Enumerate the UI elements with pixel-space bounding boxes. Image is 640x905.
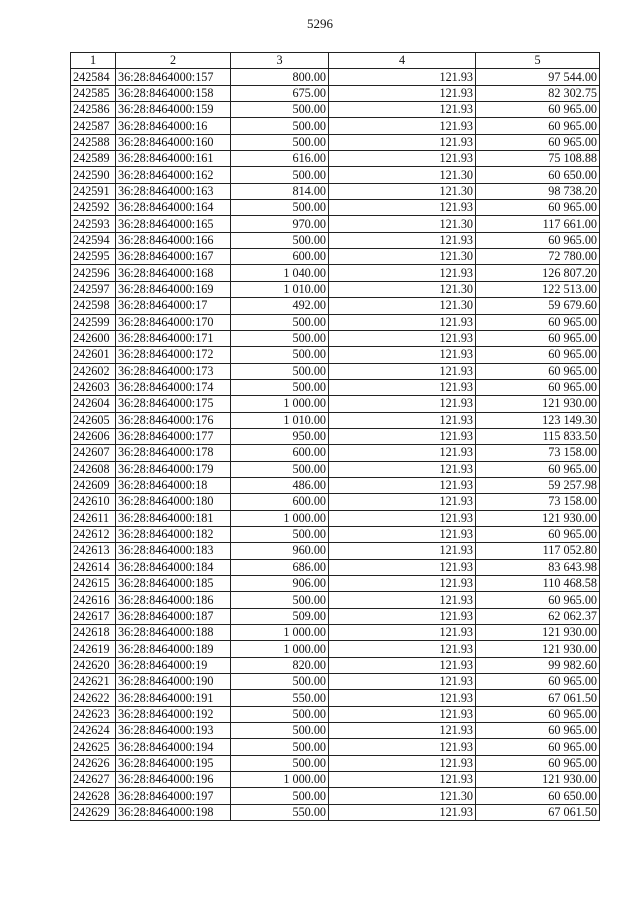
area-value-cell: 686.00 xyxy=(231,559,329,575)
rate-value-cell: 121.93 xyxy=(329,494,476,510)
amount-value-cell: 67 061.50 xyxy=(476,690,600,706)
row-number-cell: 242594 xyxy=(71,232,116,248)
cadastral-number-cell: 36:28:8464000:192 xyxy=(116,706,231,722)
area-value-cell: 600.00 xyxy=(231,494,329,510)
amount-value-cell: 82 302.75 xyxy=(476,85,600,101)
amount-value-cell: 117 661.00 xyxy=(476,216,600,232)
amount-value-cell: 60 965.00 xyxy=(476,461,600,477)
row-number-cell: 242584 xyxy=(71,69,116,85)
amount-value-cell: 73 158.00 xyxy=(476,445,600,461)
cadastral-number-cell: 36:28:8464000:178 xyxy=(116,445,231,461)
amount-value-cell: 122 513.00 xyxy=(476,281,600,297)
cadastral-number-cell: 36:28:8464000:175 xyxy=(116,396,231,412)
row-number-cell: 242610 xyxy=(71,494,116,510)
amount-value-cell: 121 930.00 xyxy=(476,772,600,788)
amount-value-cell: 83 643.98 xyxy=(476,559,600,575)
amount-value-cell: 59 679.60 xyxy=(476,298,600,314)
table-row xyxy=(71,690,600,706)
table-row xyxy=(71,118,600,134)
cadastral-number-cell: 36:28:8464000:173 xyxy=(116,363,231,379)
table-row xyxy=(71,723,600,739)
table-row xyxy=(71,347,600,363)
area-value-cell: 500.00 xyxy=(231,363,329,379)
row-number-cell: 242599 xyxy=(71,314,116,330)
rate-value-cell: 121.93 xyxy=(329,608,476,624)
table-row xyxy=(71,510,600,526)
rate-value-cell: 121.93 xyxy=(329,396,476,412)
rate-value-cell: 121.93 xyxy=(329,232,476,248)
rate-value-cell: 121.93 xyxy=(329,314,476,330)
amount-value-cell: 60 965.00 xyxy=(476,706,600,722)
table-row xyxy=(71,477,600,493)
area-value-cell: 500.00 xyxy=(231,330,329,346)
table-row xyxy=(71,706,600,722)
row-number-cell: 242608 xyxy=(71,461,116,477)
table-body xyxy=(71,69,600,821)
rate-value-cell: 121.93 xyxy=(329,657,476,673)
row-number-cell: 242590 xyxy=(71,167,116,183)
rate-value-cell: 121.93 xyxy=(329,428,476,444)
area-value-cell: 1 040.00 xyxy=(231,265,329,281)
rate-value-cell: 121.93 xyxy=(329,739,476,755)
row-number-cell: 242603 xyxy=(71,379,116,395)
table-row xyxy=(71,102,600,118)
row-number-cell: 242621 xyxy=(71,674,116,690)
table-row xyxy=(71,298,600,314)
amount-value-cell: 60 965.00 xyxy=(476,592,600,608)
area-value-cell: 970.00 xyxy=(231,216,329,232)
rate-value-cell: 121.93 xyxy=(329,347,476,363)
area-value-cell: 500.00 xyxy=(231,118,329,134)
amount-value-cell: 60 965.00 xyxy=(476,102,600,118)
row-number-cell: 242597 xyxy=(71,281,116,297)
rate-value-cell: 121.93 xyxy=(329,134,476,150)
table-row xyxy=(71,379,600,395)
cadastral-number-cell: 36:28:8464000:163 xyxy=(116,183,231,199)
cadastral-number-cell: 36:28:8464000:174 xyxy=(116,379,231,395)
rate-value-cell: 121.93 xyxy=(329,200,476,216)
amount-value-cell: 98 738.20 xyxy=(476,183,600,199)
amount-value-cell: 60 965.00 xyxy=(476,330,600,346)
table-row xyxy=(71,788,600,804)
row-number-cell: 242611 xyxy=(71,510,116,526)
row-number-cell: 242588 xyxy=(71,134,116,150)
area-value-cell: 500.00 xyxy=(231,167,329,183)
amount-value-cell: 60 965.00 xyxy=(476,723,600,739)
cadastral-number-cell: 36:28:8464000:161 xyxy=(116,151,231,167)
amount-value-cell: 73 158.00 xyxy=(476,494,600,510)
area-value-cell: 500.00 xyxy=(231,755,329,771)
rate-value-cell: 121.93 xyxy=(329,412,476,428)
row-number-cell: 242598 xyxy=(71,298,116,314)
area-value-cell: 500.00 xyxy=(231,461,329,477)
rate-value-cell: 121.30 xyxy=(329,298,476,314)
rate-value-cell: 121.93 xyxy=(329,510,476,526)
area-value-cell: 500.00 xyxy=(231,723,329,739)
row-number-cell: 242622 xyxy=(71,690,116,706)
cadastral-number-cell: 36:28:8464000:167 xyxy=(116,249,231,265)
cadastral-number-cell: 36:28:8464000:191 xyxy=(116,690,231,706)
area-value-cell: 800.00 xyxy=(231,69,329,85)
column-header-4: 4 xyxy=(329,53,476,69)
table-row xyxy=(71,772,600,788)
row-number-cell: 242592 xyxy=(71,200,116,216)
area-value-cell: 500.00 xyxy=(231,102,329,118)
cadastral-number-cell: 36:28:8464000:165 xyxy=(116,216,231,232)
row-number-cell: 242585 xyxy=(71,85,116,101)
rate-value-cell: 121.93 xyxy=(329,804,476,820)
cadastral-number-cell: 36:28:8464000:189 xyxy=(116,641,231,657)
row-number-cell: 242606 xyxy=(71,428,116,444)
column-header-2: 2 xyxy=(116,53,231,69)
row-number-cell: 242596 xyxy=(71,265,116,281)
cadastral-number-cell: 36:28:8464000:164 xyxy=(116,200,231,216)
cadastral-number-cell: 36:28:8464000:171 xyxy=(116,330,231,346)
row-number-cell: 242619 xyxy=(71,641,116,657)
cadastral-number-cell: 36:28:8464000:198 xyxy=(116,804,231,820)
cadastral-number-cell: 36:28:8464000:176 xyxy=(116,412,231,428)
rate-value-cell: 121.93 xyxy=(329,363,476,379)
area-value-cell: 1 010.00 xyxy=(231,412,329,428)
row-number-cell: 242600 xyxy=(71,330,116,346)
table-row xyxy=(71,330,600,346)
table-row xyxy=(71,183,600,199)
amount-value-cell: 121 930.00 xyxy=(476,641,600,657)
row-number-cell: 242626 xyxy=(71,755,116,771)
area-value-cell: 600.00 xyxy=(231,249,329,265)
rate-value-cell: 121.93 xyxy=(329,625,476,641)
row-number-cell: 242623 xyxy=(71,706,116,722)
table-row xyxy=(71,412,600,428)
cadastral-number-cell: 36:28:8464000:158 xyxy=(116,85,231,101)
rate-value-cell: 121.93 xyxy=(329,690,476,706)
cadastral-number-cell: 36:28:8464000:195 xyxy=(116,755,231,771)
rate-value-cell: 121.93 xyxy=(329,265,476,281)
cadastral-number-cell: 36:28:8464000:159 xyxy=(116,102,231,118)
rate-value-cell: 121.93 xyxy=(329,477,476,493)
row-number-cell: 242617 xyxy=(71,608,116,624)
table-row xyxy=(71,134,600,150)
cadastral-number-cell: 36:28:8464000:16 xyxy=(116,118,231,134)
area-value-cell: 550.00 xyxy=(231,804,329,820)
cadastral-number-cell: 36:28:8464000:184 xyxy=(116,559,231,575)
table-row xyxy=(71,445,600,461)
column-header-3: 3 xyxy=(231,53,329,69)
table-row xyxy=(71,755,600,771)
rate-value-cell: 121.93 xyxy=(329,543,476,559)
area-value-cell: 1 000.00 xyxy=(231,396,329,412)
column-header-5: 5 xyxy=(476,53,600,69)
area-value-cell: 600.00 xyxy=(231,445,329,461)
amount-value-cell: 60 650.00 xyxy=(476,167,600,183)
rate-value-cell: 121.93 xyxy=(329,674,476,690)
row-number-cell: 242612 xyxy=(71,526,116,542)
table-row xyxy=(71,363,600,379)
area-value-cell: 675.00 xyxy=(231,85,329,101)
cadastral-number-cell: 36:28:8464000:185 xyxy=(116,576,231,592)
table-row xyxy=(71,494,600,510)
area-value-cell: 950.00 xyxy=(231,428,329,444)
row-number-cell: 242607 xyxy=(71,445,116,461)
row-number-cell: 242620 xyxy=(71,657,116,673)
row-number-cell: 242605 xyxy=(71,412,116,428)
table-row xyxy=(71,216,600,232)
table-row xyxy=(71,249,600,265)
row-number-cell: 242589 xyxy=(71,151,116,167)
cadastral-number-cell: 36:28:8464000:166 xyxy=(116,232,231,248)
cadastral-number-cell: 36:28:8464000:187 xyxy=(116,608,231,624)
table-row xyxy=(71,592,600,608)
rate-value-cell: 121.93 xyxy=(329,118,476,134)
row-number-cell: 242601 xyxy=(71,347,116,363)
table-row xyxy=(71,739,600,755)
amount-value-cell: 60 965.00 xyxy=(476,134,600,150)
table-row xyxy=(71,641,600,657)
rate-value-cell: 121.93 xyxy=(329,330,476,346)
cadastral-number-cell: 36:28:8464000:169 xyxy=(116,281,231,297)
cadastral-number-cell: 36:28:8464000:180 xyxy=(116,494,231,510)
amount-value-cell: 99 982.60 xyxy=(476,657,600,673)
rate-value-cell: 121.93 xyxy=(329,641,476,657)
area-value-cell: 500.00 xyxy=(231,314,329,330)
amount-value-cell: 121 930.00 xyxy=(476,510,600,526)
area-value-cell: 550.00 xyxy=(231,690,329,706)
amount-value-cell: 60 965.00 xyxy=(476,526,600,542)
row-number-cell: 242602 xyxy=(71,363,116,379)
amount-value-cell: 123 149.30 xyxy=(476,412,600,428)
area-value-cell: 616.00 xyxy=(231,151,329,167)
amount-value-cell: 121 930.00 xyxy=(476,396,600,412)
row-number-cell: 242625 xyxy=(71,739,116,755)
area-value-cell: 1 010.00 xyxy=(231,281,329,297)
rate-value-cell: 121.93 xyxy=(329,723,476,739)
rate-value-cell: 121.93 xyxy=(329,706,476,722)
cadastral-number-cell: 36:28:8464000:162 xyxy=(116,167,231,183)
table-row xyxy=(71,85,600,101)
amount-value-cell: 62 062.37 xyxy=(476,608,600,624)
cadastral-number-cell: 36:28:8464000:197 xyxy=(116,788,231,804)
amount-value-cell: 75 108.88 xyxy=(476,151,600,167)
rate-value-cell: 121.93 xyxy=(329,592,476,608)
area-value-cell: 500.00 xyxy=(231,706,329,722)
cadastral-number-cell: 36:28:8464000:182 xyxy=(116,526,231,542)
cadastral-number-cell: 36:28:8464000:193 xyxy=(116,723,231,739)
amount-value-cell: 72 780.00 xyxy=(476,249,600,265)
rate-value-cell: 121.30 xyxy=(329,183,476,199)
amount-value-cell: 60 650.00 xyxy=(476,788,600,804)
row-number-cell: 242618 xyxy=(71,625,116,641)
cadastral-number-cell: 36:28:8464000:196 xyxy=(116,772,231,788)
area-value-cell: 486.00 xyxy=(231,477,329,493)
amount-value-cell: 59 257.98 xyxy=(476,477,600,493)
table-row xyxy=(71,265,600,281)
table-row xyxy=(71,281,600,297)
area-value-cell: 1 000.00 xyxy=(231,625,329,641)
row-number-cell: 242613 xyxy=(71,543,116,559)
area-value-cell: 500.00 xyxy=(231,347,329,363)
row-number-cell: 242624 xyxy=(71,723,116,739)
cadastral-number-cell: 36:28:8464000:18 xyxy=(116,477,231,493)
row-number-cell: 242628 xyxy=(71,788,116,804)
rate-value-cell: 121.93 xyxy=(329,151,476,167)
area-value-cell: 906.00 xyxy=(231,576,329,592)
rate-value-cell: 121.93 xyxy=(329,559,476,575)
rate-value-cell: 121.93 xyxy=(329,379,476,395)
rate-value-cell: 121.93 xyxy=(329,445,476,461)
area-value-cell: 500.00 xyxy=(231,674,329,690)
cadastral-number-cell: 36:28:8464000:190 xyxy=(116,674,231,690)
area-value-cell: 500.00 xyxy=(231,739,329,755)
row-number-cell: 242609 xyxy=(71,477,116,493)
amount-value-cell: 60 965.00 xyxy=(476,347,600,363)
amount-value-cell: 60 965.00 xyxy=(476,363,600,379)
table-row xyxy=(71,674,600,690)
cadastral-number-cell: 36:28:8464000:172 xyxy=(116,347,231,363)
amount-value-cell: 60 965.00 xyxy=(476,739,600,755)
table-row xyxy=(71,167,600,183)
table-row xyxy=(71,232,600,248)
amount-value-cell: 115 833.50 xyxy=(476,428,600,444)
rate-value-cell: 121.30 xyxy=(329,788,476,804)
area-value-cell: 500.00 xyxy=(231,379,329,395)
rate-value-cell: 121.93 xyxy=(329,102,476,118)
area-value-cell: 500.00 xyxy=(231,592,329,608)
page-number: 5296 xyxy=(307,16,333,31)
table-row xyxy=(71,200,600,216)
cadastral-number-cell: 36:28:8464000:19 xyxy=(116,657,231,673)
table-header xyxy=(71,53,600,69)
area-value-cell: 814.00 xyxy=(231,183,329,199)
table-row xyxy=(71,428,600,444)
table-row xyxy=(71,69,600,85)
rate-value-cell: 121.93 xyxy=(329,576,476,592)
row-number-cell: 242614 xyxy=(71,559,116,575)
amount-value-cell: 126 807.20 xyxy=(476,265,600,281)
cadastral-number-cell: 36:28:8464000:179 xyxy=(116,461,231,477)
amount-value-cell: 97 544.00 xyxy=(476,69,600,85)
row-number-cell: 242595 xyxy=(71,249,116,265)
cadastral-number-cell: 36:28:8464000:183 xyxy=(116,543,231,559)
row-number-cell: 242629 xyxy=(71,804,116,820)
row-number-cell: 242616 xyxy=(71,592,116,608)
rate-value-cell: 121.30 xyxy=(329,281,476,297)
area-value-cell: 509.00 xyxy=(231,608,329,624)
cadastral-number-cell: 36:28:8464000:168 xyxy=(116,265,231,281)
area-value-cell: 1 000.00 xyxy=(231,772,329,788)
amount-value-cell: 67 061.50 xyxy=(476,804,600,820)
table-row xyxy=(71,559,600,575)
table-row xyxy=(71,461,600,477)
area-value-cell: 500.00 xyxy=(231,526,329,542)
area-value-cell: 500.00 xyxy=(231,232,329,248)
amount-value-cell: 60 965.00 xyxy=(476,232,600,248)
cadastral-number-cell: 36:28:8464000:160 xyxy=(116,134,231,150)
table-row xyxy=(71,396,600,412)
row-number-cell: 242593 xyxy=(71,216,116,232)
table-row xyxy=(71,526,600,542)
amount-value-cell: 110 468.58 xyxy=(476,576,600,592)
table-row xyxy=(71,543,600,559)
area-value-cell: 500.00 xyxy=(231,200,329,216)
table-row xyxy=(71,314,600,330)
area-value-cell: 500.00 xyxy=(231,788,329,804)
amount-value-cell: 60 965.00 xyxy=(476,755,600,771)
rate-value-cell: 121.93 xyxy=(329,69,476,85)
area-value-cell: 820.00 xyxy=(231,657,329,673)
rate-value-cell: 121.30 xyxy=(329,167,476,183)
registry-table xyxy=(70,52,600,821)
table-row xyxy=(71,576,600,592)
column-header-1: 1 xyxy=(71,53,116,69)
amount-value-cell: 60 965.00 xyxy=(476,379,600,395)
rate-value-cell: 121.93 xyxy=(329,526,476,542)
table-row xyxy=(71,657,600,673)
amount-value-cell: 60 965.00 xyxy=(476,200,600,216)
row-number-cell: 242587 xyxy=(71,118,116,134)
cadastral-number-cell: 36:28:8464000:17 xyxy=(116,298,231,314)
table-row xyxy=(71,151,600,167)
cadastral-number-cell: 36:28:8464000:186 xyxy=(116,592,231,608)
amount-value-cell: 117 052.80 xyxy=(476,543,600,559)
table-row xyxy=(71,804,600,820)
area-value-cell: 960.00 xyxy=(231,543,329,559)
area-value-cell: 1 000.00 xyxy=(231,510,329,526)
row-number-cell: 242627 xyxy=(71,772,116,788)
rate-value-cell: 121.93 xyxy=(329,85,476,101)
row-number-cell: 242615 xyxy=(71,576,116,592)
area-value-cell: 500.00 xyxy=(231,134,329,150)
area-value-cell: 492.00 xyxy=(231,298,329,314)
rate-value-cell: 121.30 xyxy=(329,216,476,232)
cadastral-number-cell: 36:28:8464000:188 xyxy=(116,625,231,641)
amount-value-cell: 60 965.00 xyxy=(476,314,600,330)
table-row xyxy=(71,625,600,641)
row-number-cell: 242586 xyxy=(71,102,116,118)
amount-value-cell: 60 965.00 xyxy=(476,118,600,134)
area-value-cell: 1 000.00 xyxy=(231,641,329,657)
amount-value-cell: 60 965.00 xyxy=(476,674,600,690)
table-row xyxy=(71,608,600,624)
amount-value-cell: 121 930.00 xyxy=(476,625,600,641)
rate-value-cell: 121.93 xyxy=(329,755,476,771)
cadastral-number-cell: 36:28:8464000:157 xyxy=(116,69,231,85)
cadastral-number-cell: 36:28:8464000:177 xyxy=(116,428,231,444)
row-number-cell: 242591 xyxy=(71,183,116,199)
rate-value-cell: 121.93 xyxy=(329,772,476,788)
cadastral-number-cell: 36:28:8464000:181 xyxy=(116,510,231,526)
row-number-cell: 242604 xyxy=(71,396,116,412)
header-row xyxy=(71,53,600,69)
rate-value-cell: 121.30 xyxy=(329,249,476,265)
rate-value-cell: 121.93 xyxy=(329,461,476,477)
cadastral-number-cell: 36:28:8464000:170 xyxy=(116,314,231,330)
cadastral-number-cell: 36:28:8464000:194 xyxy=(116,739,231,755)
